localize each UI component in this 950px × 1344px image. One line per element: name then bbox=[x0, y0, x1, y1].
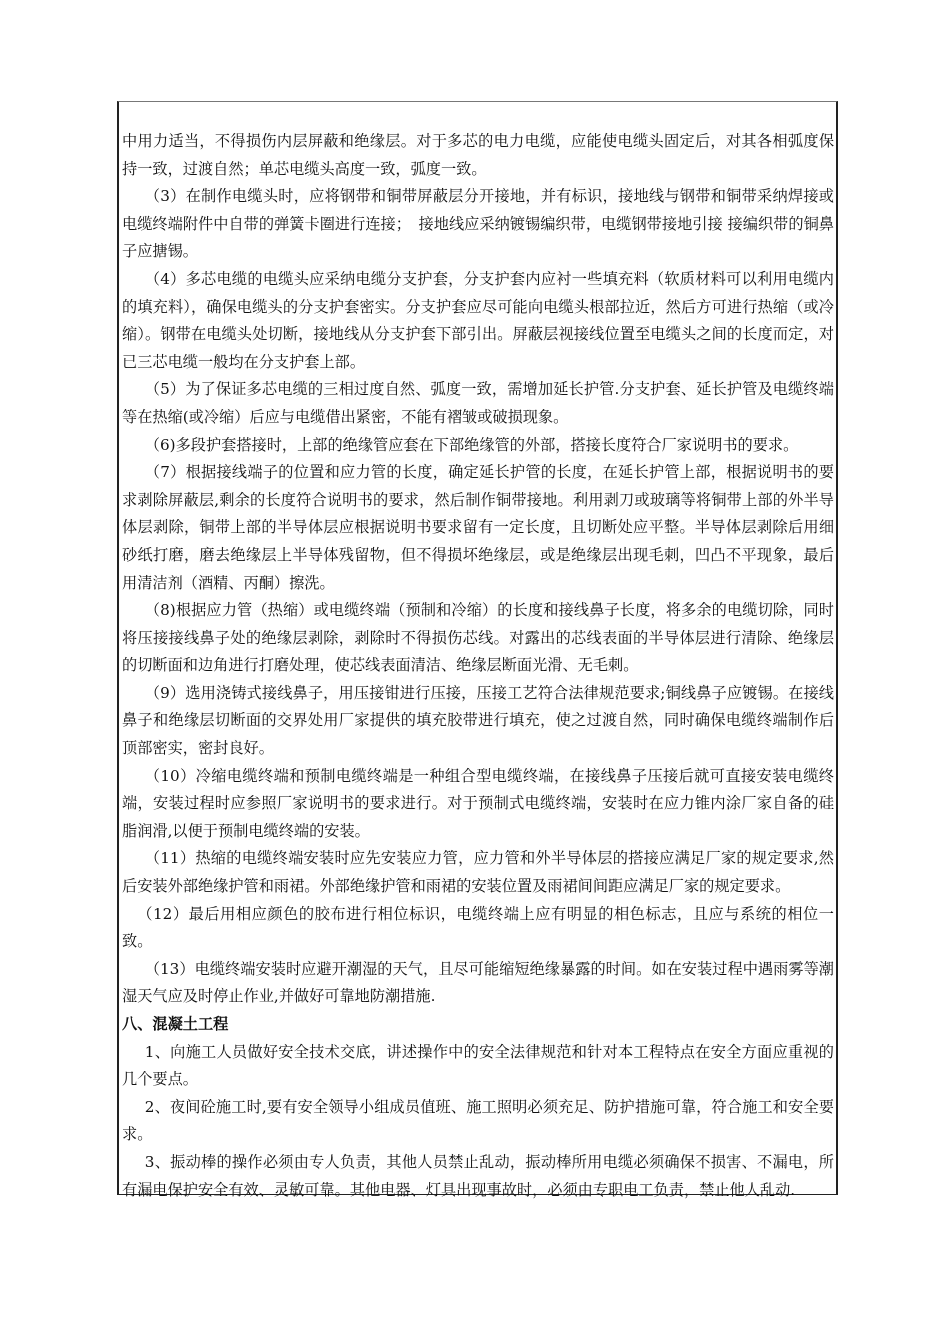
document-body bbox=[122, 128, 834, 1204]
paragraph-item-5: （5）为了保证多芯电缆的三相过度自然、弧度一致，需增加延长护管.分支护套、延长护管及电缆终端等在热缩(或冷缩）后应与电缆借出紧密，不能有褶皱或破损现象。 bbox=[122, 380, 834, 426]
paragraph-item-3: （3）在制作电缆头时，应将钢带和铜带屏蔽层分开接地，并有标识，接地线与钢带和铜带采纳焊接或电缆终端附件中自带的弹簧卡圈进行连接； 接地线应采纳镀锡编织带，电缆钢带接地引接 接编织带的铜鼻子应搪锡。 bbox=[122, 187, 834, 261]
paragraph-item-7: （7）根据接线端子的位置和应力管的长度，确定延长护管的长度，在延长护管上部，根据说明书的要求剥除屏蔽层,剩余的长度符合说明书的要求，然后制作铜带接地。利用剥刀或玻璃等将铜带上部的外半导体层剥除，铜带上部的半导体层应根据说明书要求留有一定长度，且切断处应平整。半导体层剥除后用细砂纸打磨，磨去绝缘层上半导体残留物，但不得损坏绝缘层，或是绝缘层出现毛刺，凹凸不平现象，最后用清洁剂（酒精、丙酮）擦洗。 bbox=[122, 463, 834, 592]
paragraph-item-12: （12）最后用相应颜色的胶布进行相位标识，电缆终端上应有明显的相色标志，且应与系统的相位一致。 bbox=[122, 904, 834, 951]
paragraph-item-10: （10）冷缩电缆终端和预制电缆终端是一种组合型电缆终端，在接线鼻子压接后就可直接安装电缆终端，安装过程时应参照厂家说明书的要求进行。对于预制式电缆终端，安装时在应力锥内涂厂家自备的硅脂润滑,以便于预制电缆终端的安装。 bbox=[122, 766, 834, 840]
paragraph-item-4: （4）多芯电缆的电缆头应采纳电缆分支护套，分支护套内应衬一些填充料（软质材料可以利用电缆内的填充料），确保电缆头的分支护套密实。分支护套应尽可能向电缆头根部拉近，然后方可进行热缩（或冷缩）。钢带在电缆头处切断，接地线从分支护套下部引出。屏蔽层视接线位置至电缆头之间的长度而定，对已三芯电缆一般均在分支护套上部。 bbox=[122, 269, 834, 371]
paragraph-continuation: 中用力适当，不得损伤内层屏蔽和绝缘层。对于多芯的电力电缆，应能使电缆头固定后，对其各相弧度保持一致，过渡自然；单芯电缆头高度一致，弧度一致。 bbox=[122, 132, 834, 178]
paragraph-item-13: （13）电缆终端安装时应避开潮湿的天气，且尽可能缩短绝缘暴露的时间。如在安装过程中遇雨雾等潮湿天气应及时停止作业,并做好可靠地防潮措施. bbox=[122, 959, 834, 1006]
section-item-2: 2、夜间砼施工时,要有安全领导小组成员值班、施工照明必须充足、防护措施可靠，符合施工和安全要求。 bbox=[122, 1097, 834, 1144]
section-item-3: 3、振动棒的操作必须由专人负责，其他人员禁止乱动，振动棒所用电缆必须确保不损害、不漏电，所有漏电保护安全有效、灵敏可靠。其他电器、灯具出现事故时，必须由专职电工负责，禁止他人乱动. bbox=[122, 1152, 834, 1199]
paragraph-item-11: （11）热缩的电缆终端安装时应先安装应力管，应力管和外半导体层的搭接应满足厂家的规定要求,然后安装外部绝缘护管和雨裙。外部绝缘护管和雨裙的安装位置及雨裙间间距应满足厂家的规定要求。 bbox=[122, 849, 834, 896]
section-heading: 八、混凝土工程 bbox=[122, 1015, 229, 1033]
section-item-1: 1、向施工人员做好安全技术交底，讲述操作中的安全法律规范和针对本工程特点在安全方面应重视的几个要点。 bbox=[122, 1042, 834, 1089]
paragraph-item-8: （8)根据应力管（热缩）或电缆终端（预制和冷缩）的长度和接线鼻子长度，将多余的电缆切除，同时将压接接线鼻子处的绝缘层剥除，剥除时不得损伤芯线。对露出的芯线表面的半导体层进行清除、绝缘层的切断面和边角进行打磨处理，使芯线表面清洁、绝缘层断面光滑、无毛刺。 bbox=[122, 601, 834, 675]
paragraph-item-9: （9）选用浇铸式接线鼻子，用压接钳进行压接，压接工艺符合法律规范要求;铜线鼻子应镀锡。在接线鼻子和绝缘层切断面的交界处用厂家提供的填充胶带进行填充，使之过渡自然，同时确保电缆终端制作后顶部密实，密封良好。 bbox=[122, 683, 834, 758]
paragraph-item-6: （6)多段护套搭接时，上部的绝缘管应套在下部绝缘管的外部，搭接长度符合厂家说明书的要求。 bbox=[144, 435, 799, 454]
